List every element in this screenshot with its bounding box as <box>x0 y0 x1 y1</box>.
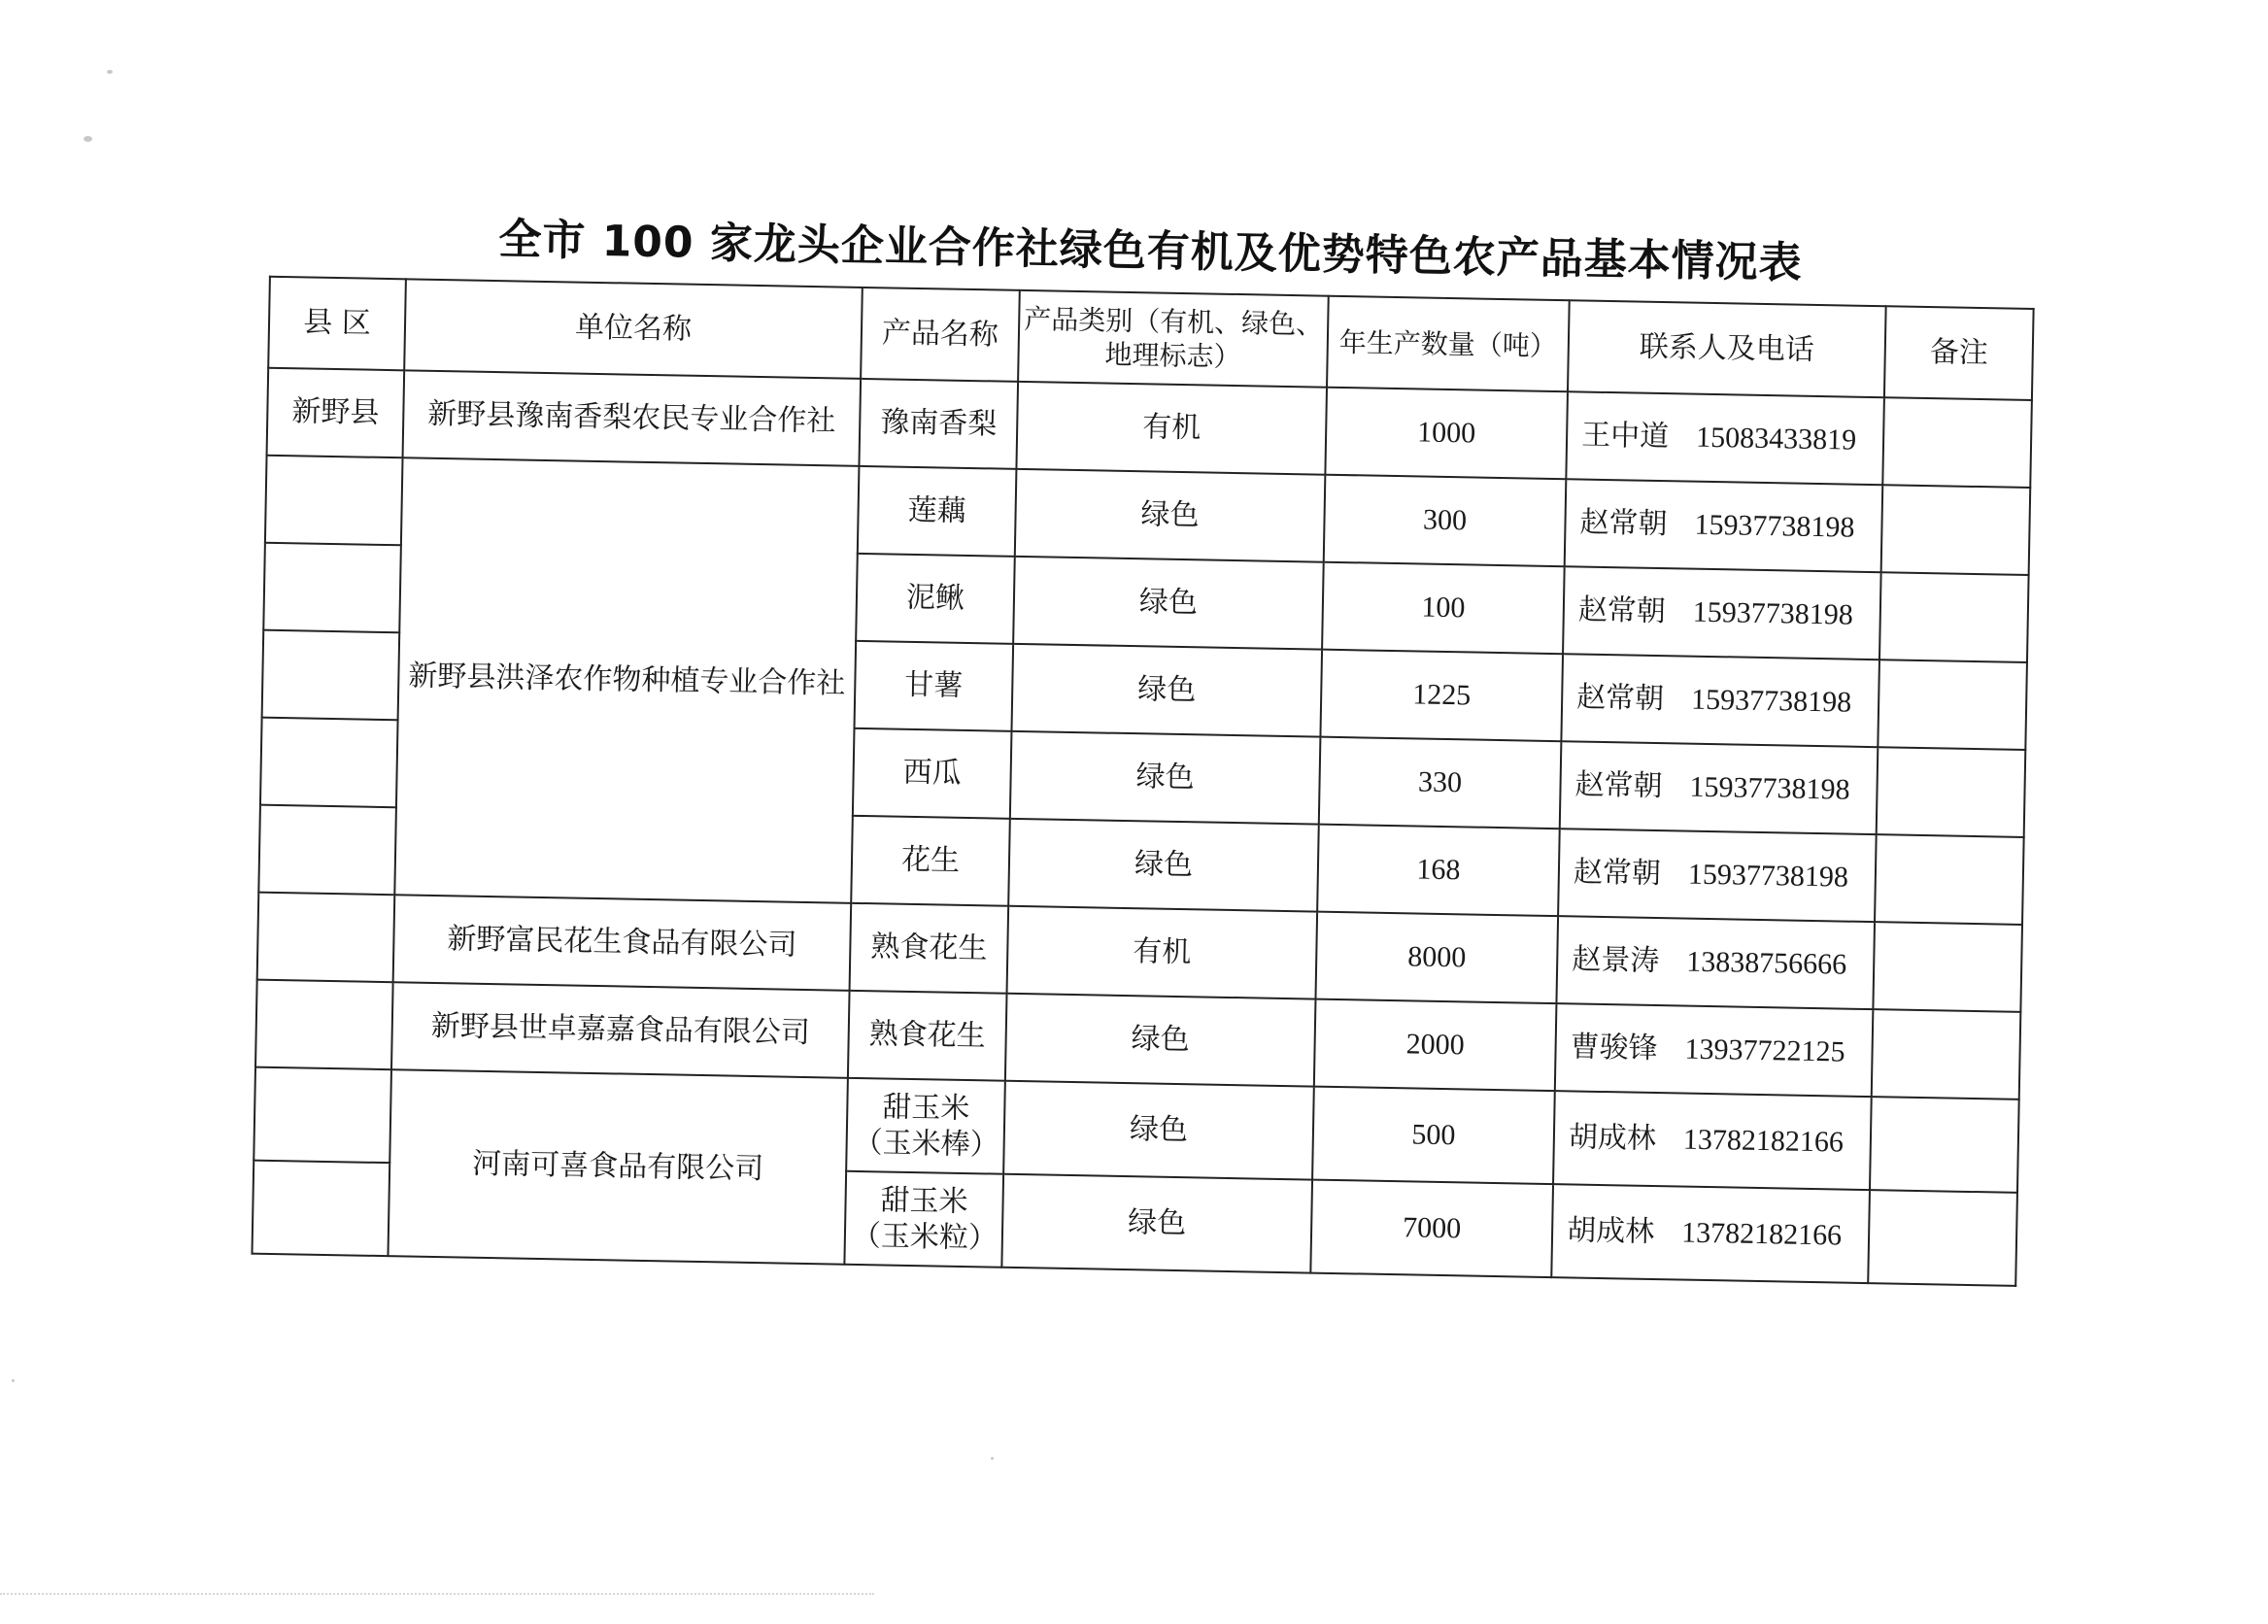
output-cell: 2000 <box>1314 999 1557 1092</box>
contact-cell <box>1555 1003 1874 1097</box>
unit-name-cell: 新野县洪泽农作物种植专业合作社 <box>394 457 859 903</box>
scan-speck <box>84 136 92 142</box>
contact-cell <box>1565 479 1883 572</box>
category-cell: 绿色 <box>1001 1174 1312 1273</box>
category-cell: 绿色 <box>1008 819 1319 912</box>
county-cell <box>254 1067 391 1164</box>
contact-person: 赵常朝 <box>1573 855 1662 892</box>
remark-cell <box>1878 660 2027 750</box>
category-cell: 绿色 <box>1011 644 1322 737</box>
header-remark: 备注 <box>1884 306 2034 400</box>
category-cell: 有机 <box>1016 382 1327 475</box>
contact-cell <box>1558 829 1877 922</box>
contact-cell <box>1560 741 1879 834</box>
remark-cell <box>1877 747 2026 837</box>
header-product-category: 产品类别（有机、绿色、地理标志） <box>1018 290 1329 388</box>
contact-phone: 13838756666 <box>1685 945 1847 981</box>
output-cell: 500 <box>1312 1087 1555 1185</box>
category-cell: 绿色 <box>1003 1081 1314 1180</box>
remark-cell <box>1873 922 2022 1012</box>
remark-cell <box>1868 1190 2017 1286</box>
product-cell: 熟食花生 <box>850 903 1009 994</box>
output-cell: 1225 <box>1320 650 1563 742</box>
contact-phone: 13937722125 <box>1684 1032 1845 1068</box>
product-cell: 泥鳅 <box>856 554 1015 644</box>
unit-name-cell: 新野富民花生食品有限公司 <box>393 895 852 991</box>
product-cell: 豫南香梨 <box>859 379 1018 469</box>
contact-person: 曹骏锋 <box>1570 1030 1658 1066</box>
county-cell <box>263 543 401 633</box>
remark-cell <box>1882 397 2032 488</box>
county-cell <box>258 805 396 896</box>
output-cell: 300 <box>1324 475 1567 567</box>
product-cell: 甘薯 <box>855 641 1014 731</box>
contact-cell <box>1556 916 1875 1009</box>
contact-phone: 15937738198 <box>1687 858 1849 894</box>
product-cell: 花生 <box>851 816 1010 906</box>
category-cell: 有机 <box>1007 906 1318 999</box>
county-cell <box>260 718 398 808</box>
remark-cell <box>1879 572 2029 662</box>
unit-name-cell: 河南可喜食品有限公司 <box>388 1069 847 1265</box>
county-cell <box>255 980 393 1070</box>
header-contact: 联系人及电话 <box>1568 300 1886 397</box>
contact-cell <box>1566 391 1884 485</box>
remark-cell <box>1872 1009 2021 1100</box>
output-cell: 330 <box>1319 737 1562 829</box>
header-product-name: 产品名称 <box>861 288 1020 382</box>
contact-person: 赵景涛 <box>1571 942 1660 979</box>
output-cell: 1000 <box>1325 388 1568 480</box>
remark-cell <box>1875 834 2024 925</box>
category-cell: 绿色 <box>1015 469 1326 562</box>
contact-cell <box>1553 1091 1872 1190</box>
category-cell: 绿色 <box>1005 994 1316 1087</box>
county-cell <box>265 456 403 546</box>
output-cell: 168 <box>1317 825 1560 917</box>
contact-cell <box>1561 654 1879 747</box>
remark-cell <box>1881 485 2031 575</box>
scan-speck <box>12 1379 15 1382</box>
scan-edge-noise <box>0 1593 874 1598</box>
category-cell: 绿色 <box>1010 731 1321 825</box>
contact-cell <box>1563 566 1881 660</box>
product-cell: 莲藕 <box>858 466 1017 557</box>
contact-person: 王中道 <box>1580 418 1670 455</box>
output-cell: 8000 <box>1315 912 1558 1004</box>
county-cell <box>257 893 395 983</box>
category-cell: 绿色 <box>1013 557 1324 650</box>
contact-phone: 13782182166 <box>1682 1123 1845 1159</box>
contact-person: 赵常朝 <box>1575 680 1665 717</box>
contact-phone: 13782182166 <box>1680 1216 1843 1252</box>
product-cell: 熟食花生 <box>848 991 1007 1081</box>
contact-phone: 15937738198 <box>1690 683 1852 719</box>
output-cell: 100 <box>1322 562 1565 655</box>
contact-cell <box>1551 1184 1870 1283</box>
product-cell: 甜玉米（玉米粒） <box>844 1171 1003 1268</box>
scan-speck <box>107 70 113 74</box>
header-unit-name: 单位名称 <box>404 279 863 379</box>
document-title: 全市 100 家龙头企业合作社绿色有机及优势特色农产品基本情况表 <box>497 215 1804 288</box>
contact-phone: 15937738198 <box>1692 595 1854 631</box>
contact-person: 赵常朝 <box>1577 592 1667 629</box>
contact-person: 赵常朝 <box>1579 505 1668 542</box>
contact-person: 胡成林 <box>1568 1120 1657 1157</box>
product-cell: 西瓜 <box>853 728 1012 819</box>
product-cell: 甜玉米（玉米棒） <box>846 1078 1005 1174</box>
unit-name-cell: 新野县世卓嘉嘉食品有限公司 <box>391 982 850 1078</box>
output-cell: 7000 <box>1310 1180 1553 1278</box>
contact-person: 赵常朝 <box>1574 767 1663 804</box>
unit-name-cell: 新野县豫南香梨农民专业合作社 <box>403 370 862 466</box>
contact-phone: 15083433819 <box>1695 421 1857 457</box>
product-info-table <box>251 276 2034 1287</box>
county-cell <box>262 630 400 721</box>
header-county: 县 区 <box>268 277 406 371</box>
remark-cell <box>1870 1097 2019 1193</box>
contact-person: 胡成林 <box>1566 1213 1655 1250</box>
county-cell <box>252 1161 389 1257</box>
header-annual-output: 年生产数量（吨） <box>1327 296 1570 392</box>
contact-phone: 15937738198 <box>1689 770 1850 806</box>
scan-speck <box>991 1457 994 1460</box>
contact-phone: 15937738198 <box>1694 508 1855 544</box>
county-cell: 新野县 <box>267 368 405 458</box>
